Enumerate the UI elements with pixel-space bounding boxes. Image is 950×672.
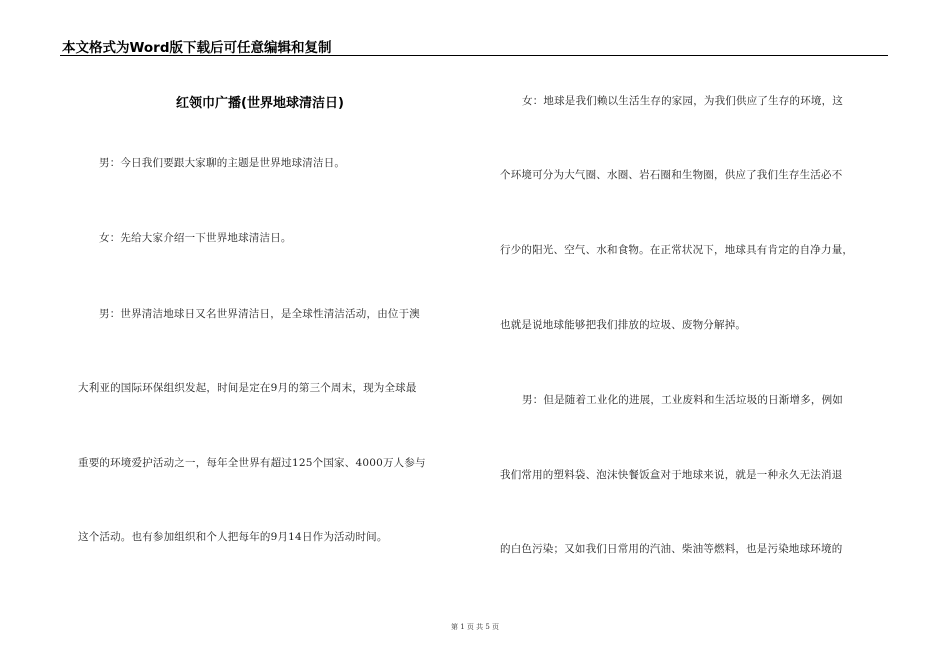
paragraph-line: 大利亚的国际环保组织发起，时间是定在9月的第三个周末，现为全球最 [78, 382, 417, 394]
paragraph-line: 个环境可分为大气圈、水圈、岩石圈和生物圈，供应了我们生存生活必不 [500, 169, 843, 181]
header-divider [60, 55, 888, 56]
paragraph-line: 女：先给大家介绍一下世界地球清洁日。 [99, 232, 292, 244]
paragraph-line: 重要的环境爱护活动之一，每年全世界有超过125个国家、4000万人参与 [78, 457, 426, 469]
paragraph-line: 男：但是随着工业化的进展，工业废料和生活垃圾的日渐增多，例如 [522, 394, 843, 406]
document-header: 本文格式为Word版下载后可任意编辑和复制 [62, 40, 332, 56]
page-number: 第 1 页 共 5 页 [450, 623, 500, 631]
paragraph-line: 这个活动。也有参加组织和个人把每年的9月14日作为活动时间。 [78, 531, 388, 543]
paragraph-line: 女：地球是我们赖以生活生存的家园，为我们供应了生存的环境，这 [522, 95, 843, 107]
paragraph-line: 我们常用的塑料袋、泡沫快餐饭盒对于地球来说，就是一种永久无法消退 [500, 469, 843, 481]
paragraph-line: 的白色污染；又如我们日常用的汽油、柴油等燃料，也是污染地球环境的 [500, 543, 843, 555]
paragraph-line: 男：世界清洁地球日又名世界清洁日，是全球性清洁活动，由位于澳 [99, 308, 420, 320]
paragraph-line: 行少的阳光、空气、水和食物。在正常状况下，地球具有肯定的自净力量， [500, 244, 854, 256]
document-title: 红领巾广播(世界地球清洁日) [176, 96, 344, 111]
paragraph-line: 男：今日我们要跟大家聊的主题是世界地球清洁日。 [99, 157, 346, 169]
paragraph-line: 也就是说地球能够把我们排放的垃圾、废物分解掉。 [500, 319, 747, 331]
